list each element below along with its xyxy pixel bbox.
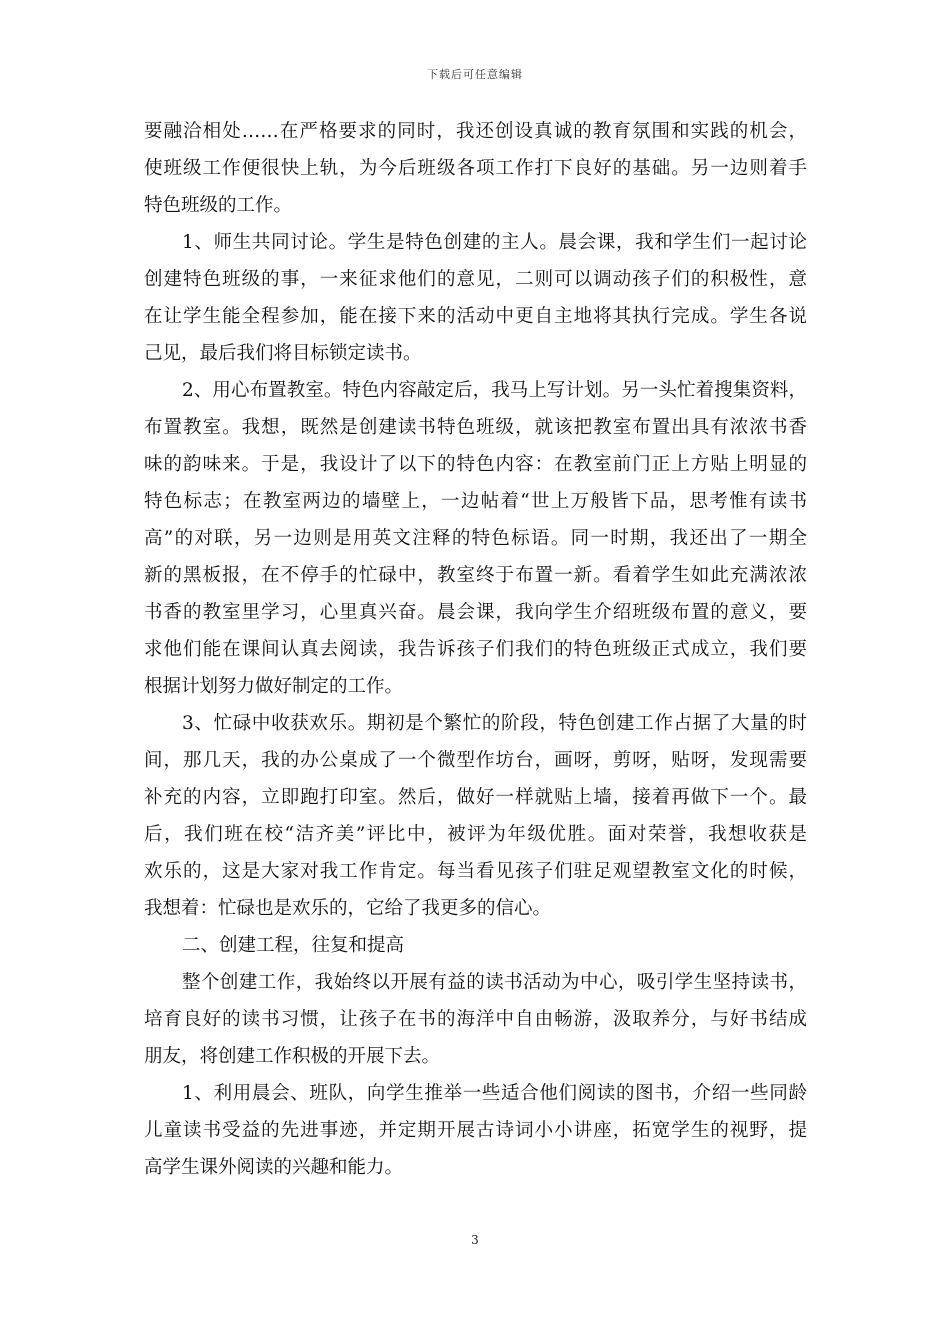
page-number: 3 bbox=[471, 1233, 479, 1247]
text-line: 书香的教室里学习，心里真兴奋。晨会课，我向学生介绍班级布置的意义，要 bbox=[144, 602, 807, 623]
text-line: 培育良好的读书习惯，让孩子在书的海洋中自由畅游，汲取养分，与好书结成 bbox=[144, 1009, 807, 1030]
text-line: 创建特色班级的事，一来征求他们的意见，二则可以调动孩子们的积极性，意 bbox=[144, 269, 807, 290]
document-body bbox=[144, 113, 807, 1186]
text-line: 要融洽相处……在严格要求的同时，我还创设真诚的教育氛围和实践的机会， bbox=[144, 121, 807, 142]
text-line: 味的韵味来。于是，我设计了以下的特色内容：在教室前门正上方贴上明显的 bbox=[144, 454, 807, 475]
text-line: 特色班级的工作。 bbox=[144, 195, 293, 216]
text-line: 我想着：忙碌也是欢乐的，它给了我更多的信心。 bbox=[144, 898, 552, 919]
text-line: 求他们能在课间认真去阅读，我告诉孩子们我们的特色班级正式成立，我们要 bbox=[144, 639, 807, 660]
header-note: 下载后可任意编辑 bbox=[427, 68, 523, 81]
text-line: 使班级工作便很快上轨，为今后班级各项工作打下良好的基础。另一边则着手 bbox=[144, 158, 807, 179]
section-heading: 二、创建工程，往复和提高 bbox=[182, 935, 405, 956]
text-line: 儿童读书受益的先进事迹，并定期开展古诗词小小讲座，拓宽学生的视野，提 bbox=[144, 1120, 807, 1141]
text-line: 高”的对联，另一边则是用英文注释的特色标语。同一时期，我还出了一期全 bbox=[144, 528, 807, 549]
text-line: 1、利用晨会、班队，向学生推举一些适合他们阅读的图书，介绍一些同龄 bbox=[182, 1083, 807, 1104]
text-line: 1、师生共同讨论。学生是特色创建的主人。晨会课，我和学生们一起讨论 bbox=[182, 232, 807, 253]
text-line: 在让学生能全程参加，能在接下来的活动中更自主地将其执行完成。学生各说 bbox=[144, 306, 807, 327]
text-line: 补充的内容，立即跑打印室。然后，做好一样就贴上墙，接着再做下一个。最 bbox=[144, 787, 807, 808]
text-line: 整个创建工作，我始终以开展有益的读书活动为中心，吸引学生坚持读书， bbox=[182, 972, 807, 993]
text-line: 3、忙碌中收获欢乐。期初是个繁忙的阶段，特色创建工作占据了大量的时 bbox=[182, 713, 807, 734]
text-line: 根据计划努力做好制定的工作。 bbox=[144, 676, 404, 697]
text-line: 后，我们班在校“洁齐美”评比中，被评为年级优胜。面对荣誉，我想收获是 bbox=[144, 824, 807, 845]
text-line: 间，那几天，我的办公桌成了一个微型作坊台，画呀，剪呀，贴呀，发现需要 bbox=[144, 750, 807, 771]
text-line: 新的黑板报，在不停手的忙碌中，教室终于布置一新。看着学生如此充满浓浓 bbox=[144, 565, 807, 586]
text-line: 2、用心布置教室。特色内容敲定后，我马上写计划。另一头忙着搜集资料， bbox=[182, 380, 807, 401]
text-line: 己见，最后我们将目标锁定读书。 bbox=[144, 343, 422, 364]
text-line: 欢乐的，这是大家对我工作肯定。每当看见孩子们驻足观望教室文化的时候， bbox=[144, 861, 807, 882]
text-line: 布置教室。我想，既然是创建读书特色班级，就该把教室布置出具有浓浓书香 bbox=[144, 417, 807, 438]
text-line: 特色标志；在教室两边的墙壁上，一边帖着“世上万般皆下品，思考惟有读书 bbox=[144, 491, 807, 512]
text-line: 朋友，将创建工作积极的开展下去。 bbox=[144, 1046, 441, 1067]
text-line: 高学生课外阅读的兴趣和能力。 bbox=[144, 1157, 404, 1178]
